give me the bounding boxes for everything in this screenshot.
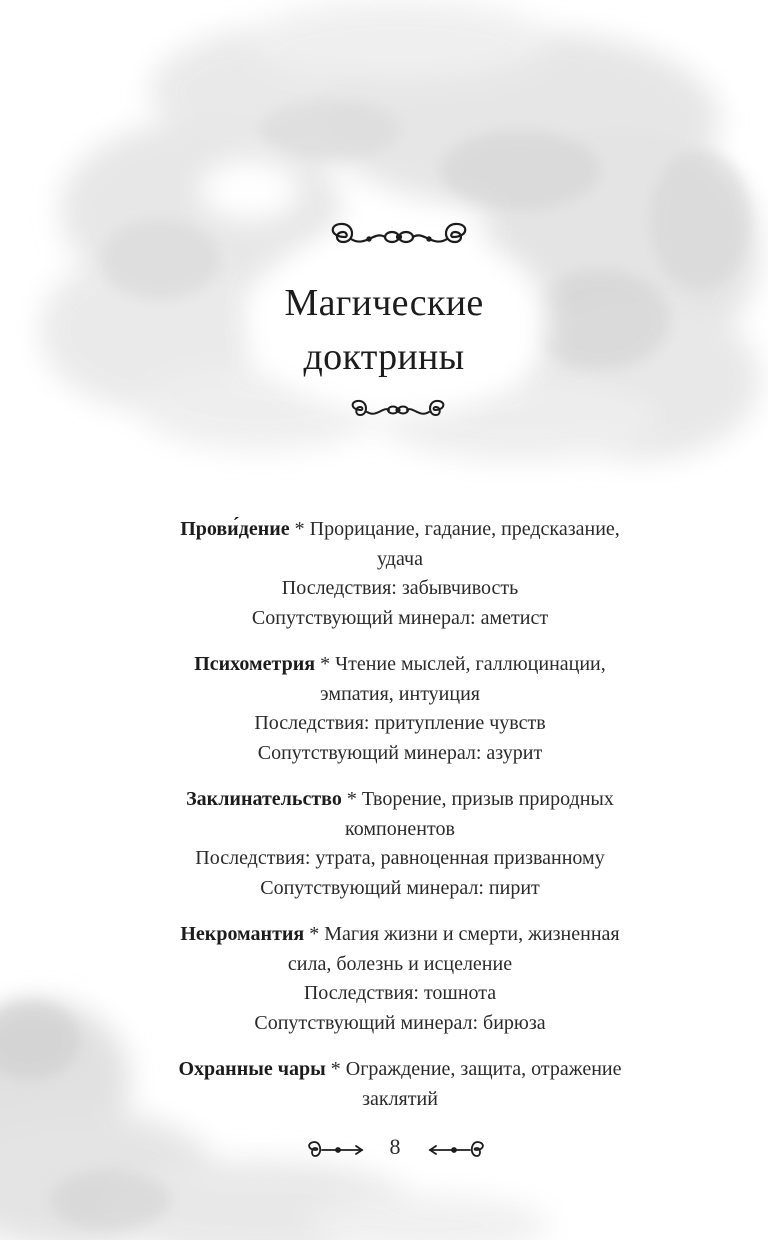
- doctrine-consequences: Последствия: тошнота: [303, 982, 497, 1004]
- doctrine-description-cont: компонентов: [345, 817, 455, 840]
- doctrine-description: Творение, призыв природных: [361, 788, 614, 810]
- separator: *: [304, 923, 325, 945]
- doctrine-consequences: Последствия: притупление чувств: [254, 712, 546, 734]
- doctrine-description: Ограждение, защита, отражение: [345, 1058, 622, 1080]
- doctrine-name: Охранные чары: [178, 1058, 326, 1080]
- doctrine-name: Прови́дение: [180, 518, 290, 540]
- doctrine-name: Некромантия: [180, 923, 305, 945]
- doctrine-consequences: Последствия: утрата, равноценная призванному: [195, 847, 605, 869]
- doctrine-description: Прорицание, гадание, предсказание,: [309, 518, 620, 540]
- page-title: [0, 276, 768, 384]
- footer-flourish-left-icon: [304, 1140, 366, 1160]
- small-flourish-ornament-icon: [347, 398, 449, 422]
- doctrine-name: Психометрия: [194, 653, 316, 675]
- doctrine-mineral: Сопутствующий минерал: аметист: [251, 606, 549, 629]
- footer-flourish-right-icon: [426, 1140, 488, 1160]
- doctrine-entry-warding: [130, 1055, 670, 1114]
- separator: *: [341, 788, 362, 810]
- doctrine-description: Магия жизни и смерти, жизненная: [324, 923, 620, 945]
- doctrine-description: Чтение мыслей, галлюцинации,: [335, 653, 606, 675]
- doctrine-description-cont: сила, болезнь и исцеление: [287, 952, 513, 975]
- doctrine-description-cont: удача: [377, 547, 423, 570]
- doctrine-name: Заклинательство: [186, 788, 342, 810]
- page-number: 8: [389, 1134, 401, 1159]
- flourish-ornament-icon: [325, 220, 473, 254]
- separator: *: [325, 1058, 346, 1080]
- doctrine-description-cont: эмпатия, интуиция: [320, 682, 480, 705]
- doctrine-description-cont: заклятий: [362, 1087, 438, 1110]
- page-footer: [300, 1132, 490, 1166]
- title-line-1: Магические: [284, 282, 484, 324]
- separator: *: [289, 518, 310, 540]
- title-line-2: доктрины: [303, 336, 465, 378]
- separator: *: [315, 653, 336, 675]
- doctrine-entry-conjuration: [130, 785, 670, 903]
- doctrine-entry-providence: [130, 515, 670, 633]
- doctrine-consequences: Последствия: забывчивость: [281, 577, 519, 599]
- doctrine-list: [130, 515, 670, 1131]
- doctrine-mineral: Сопутствующий минерал: пирит: [260, 876, 540, 899]
- doctrine-entry-necromancy: [130, 920, 670, 1038]
- doctrine-mineral: Сопутствующий минерал: азурит: [257, 741, 543, 764]
- doctrine-mineral: Сопутствующий минерал: бирюза: [254, 1011, 546, 1034]
- doctrine-entry-psychometry: [130, 650, 670, 768]
